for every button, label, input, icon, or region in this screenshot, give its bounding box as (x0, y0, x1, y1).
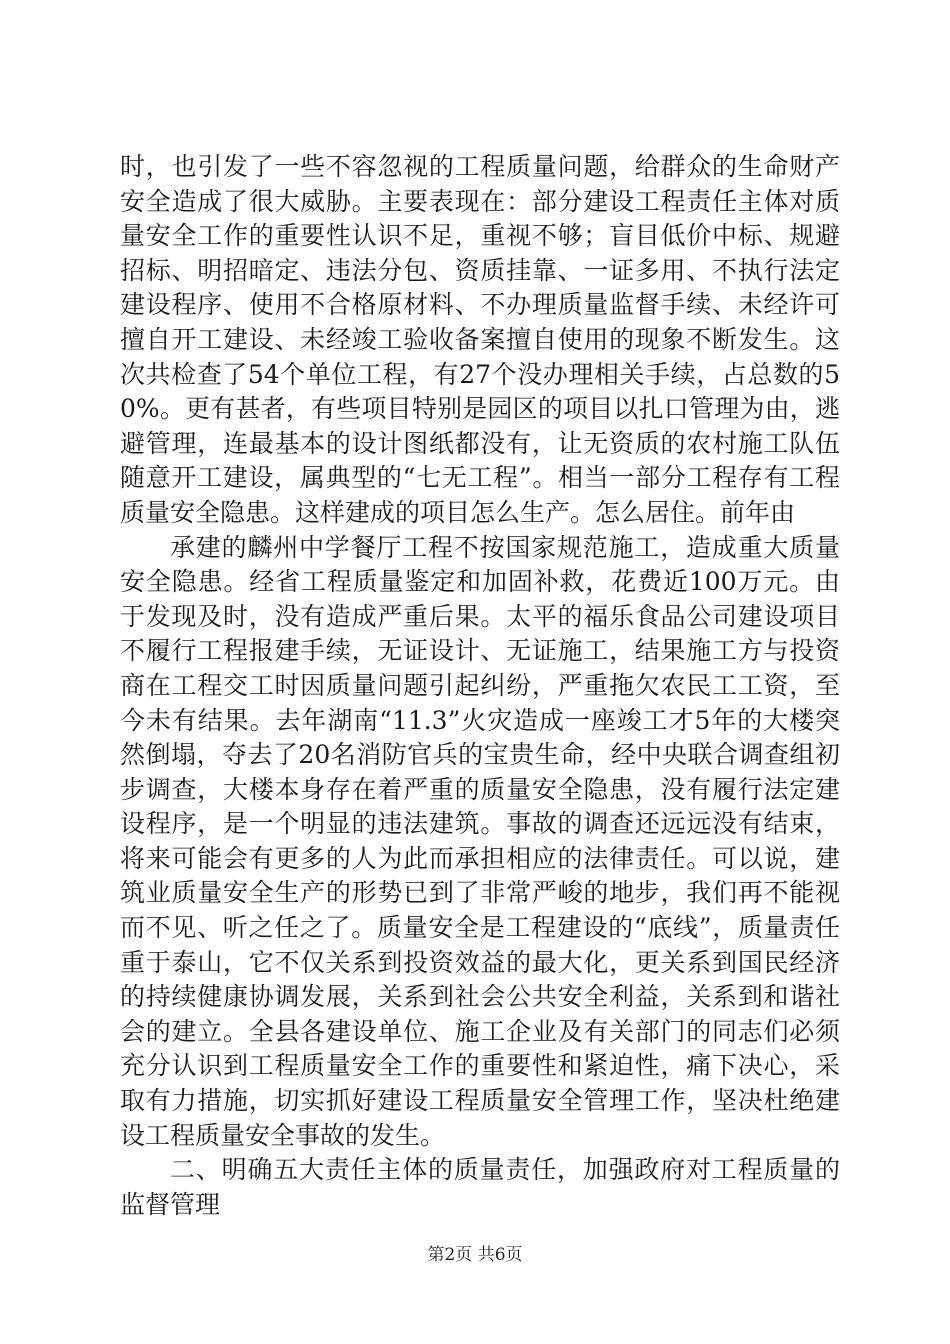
paragraph-2: 承建的麟州中学餐厅工程不按国家规范施工，造成重大质量安全隐患。经省工程质量鉴定和加固补救，花费近100万元。由于发现及时，没有造成严重后果。太平的福乐食品公司建设项目不履行工程报建手续，无证设计、无证施工，结果施工方与投资商在工程交工时因质量问题引起纠纷，严重拖欠农民工工资，至今未有结果。去年湖南“11.3”火灾造成一座竣工才5年的大楼突然倒塌，夺去了20名消防官兵的宝贵生命，经中央联合调查组初步调查，大楼本身存在着严重的质量安全隐患，没有履行法定建设程序，是一个明显的违法建筑。事故的调查还远远没有结束，将来可能会有更多的人为此而承担相应的法律责任。可以说，建筑业质量安全生产的形势已到了非常严峻的地步，我们再不能视而不见、听之任之了。质量安全是工程建设的“底线”，质量责任重于泰山，它不仅关系到投资效益的最大化，更关系到国民经济的持续健康协调发展，关系到社会公共安全利益，关系到和谐社会的建立。全县各建设单位、施工企业及有关部门的同志们必须充分认识到工程质量安全工作的重要性和紧迫性，痛下决心，采取有力措施，切实抓好建设工程质量安全管理工作，坚决杜绝建设工程质量安全事故的发生。 (120, 532, 840, 1150)
page-number-footer: 第2页 共6页 (427, 1245, 523, 1265)
document-body (120, 150, 840, 1222)
section-heading: 二、明确五大责任主体的质量责任，加强政府对工程质量的监督管理 (120, 1155, 840, 1219)
paragraph-1: 时，也引发了一些不容忽视的工程质量问题，给群众的生命财产安全造成了很大威胁。主要表现在：部分建设工程责任主体对质量安全工作的重要性认识不足，重视不够；盲目低价中标、规避招标、明招暗定、违法分包、资质挂靠、一证多用、不执行法定建设程序、使用不合格原材料、不办理质量监督手续、未经许可擅自开工建设、未经竣工验收备案擅自使用的现象不断发生。这次共检查了54个单位工程，有27个没办理相关手续，占总数的50%。更有甚者，有些项目特别是园区的项目以扎口管理为由，逃避管理，连最基本的设计图纸都没有，让无资质的农村施工队伍随意开工建设，属典型的“七无工程”。相当一部分工程存有工程质量安全隐患。这样建成的项目怎么生产。怎么居住。前年由 (120, 152, 840, 527)
